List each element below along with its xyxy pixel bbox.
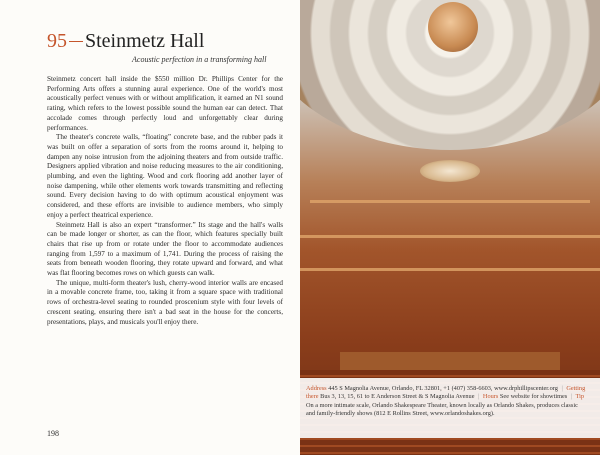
article-header <box>47 30 282 53</box>
tip-label: Tip <box>575 393 585 401</box>
article-subtitle: Acoustic perfection in a transforming hall <box>132 55 267 64</box>
tip-text: On a more intimate scale, Orlando Shakespeare Theater, known locally as Orlando Shakes, produces classic and family-friendly shows (812 E Rollins Street, www.orlandoshakes.org). <box>306 401 578 418</box>
separator: | <box>478 393 480 401</box>
separator: | <box>561 385 563 392</box>
header-rule <box>69 41 83 42</box>
ceiling-orb <box>428 2 478 52</box>
paragraph: The unique, multi-form theater's lush, cherry-wood interior walls are encased in a movable concrete frame, too, taking it from a square space with traditional rows of orchestra-level seating to rounded proscenium style with four levels of crescent seating, ensuring there isn't a bad seat in the house for the concerts, presentations, plays, and musicals you'll enjoy there. <box>47 278 283 326</box>
page-number: 198 <box>47 429 59 438</box>
getting-there-label: Getting there <box>306 385 586 401</box>
balcony-rail <box>300 268 600 271</box>
address-label: Address <box>306 385 327 392</box>
paragraph: Steinmetz concert hall inside the $550 million Dr. Phillips Center for the Performing Arts offers a stunning aural experience. One of the world's most acoustically perfect venues with or without amplification, it earned an N1 sound rating, which refers to the lowest possible sound the human ear can detect. That accolade comes through perfectly loud and unforgettably clear during performances. <box>47 75 283 132</box>
getting-there-text: Bus 3, 13, 15, 61 to E Anderson Street & S Magnolia Avenue <box>320 393 475 401</box>
hours-label: Hours <box>482 393 499 401</box>
article-body <box>47 75 283 327</box>
hours-text: See website for showtimes <box>499 393 568 401</box>
balcony-rail <box>300 235 600 238</box>
ceiling-ring <box>420 160 480 182</box>
stage-floor <box>340 352 560 370</box>
address-text: 445 S Magnolia Avenue, Orlando, FL 32801, +1 (407) 358-6603, www.drphillipscenter.org <box>328 385 558 392</box>
paragraph: Steinmetz Hall is also an expert “transformer.” Its stage and the hall's walls can be made longer or shorter, as can the floor, which features specially built chairs that rise up from or rotate under the floor to accommodate audiences ranging from 1,597 to a maximum of 1,741. During the process of raising the seats from beneath wooden flooring, they rotate upward and forward, and what was flat flooring becomes rows on which guests can walk. <box>47 220 283 278</box>
article-title: Steinmetz Hall <box>85 30 205 52</box>
separator: | <box>570 393 573 401</box>
caption-text <box>306 385 588 419</box>
article-number: 95 <box>47 30 67 52</box>
paragraph: The theater's concrete walls, “floating” concrete base, and the rubber pads it was built on offer a separation of sorts from the rooms around it, helping to dampen any noise intrusion from the adjoining theaters and from outside traffic. Designers applied vibration and noise reducing measures to the air conditioning, plumbing, and even the lighting. Wood and cork flooring add another layer of noise dampening, while other elements work towards transmitting and reflecting sound. Every decision having to do with optimum acoustical enjoyment was considered, and these efforts are invisible to audience members, who simply enjoy a perfect theatrical experience. <box>47 133 283 219</box>
balcony-rail <box>310 200 590 203</box>
